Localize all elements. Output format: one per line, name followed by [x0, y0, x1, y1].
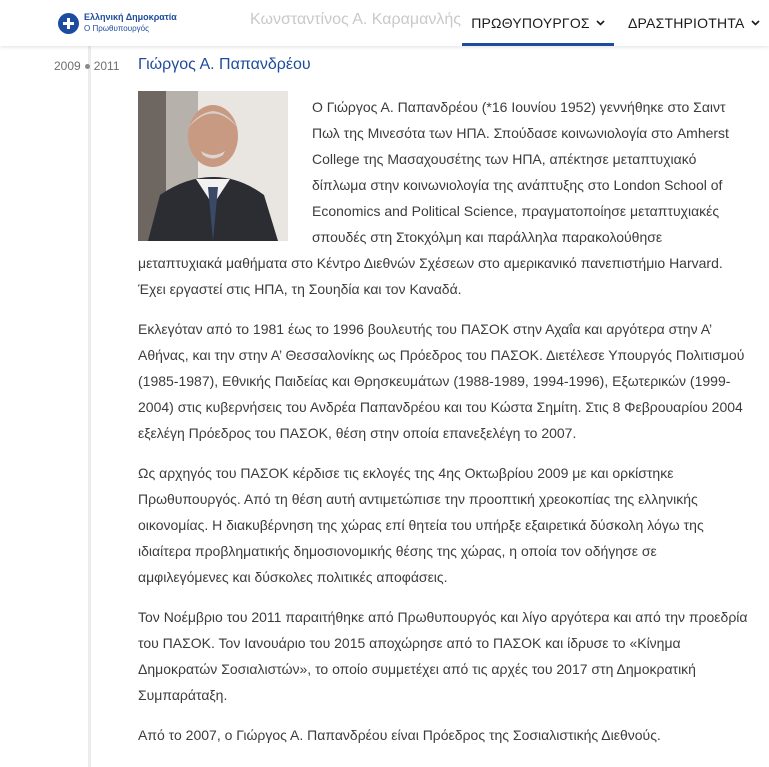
bio-paragraph: Τον Νοέμβριο του 2011 παραιτήθηκε από Πρωθυπουργός και λίγο αργότερα και από την προεδρία του ΠΑΣΟΚ. Τον Ιανουάριο του 2015 αποχώρησε από το ΠΑΣΟΚ και ίδρυσε το «Κίνημα Δημοκρατών Σοσιαλιστών», το οποίο συμμετέχει από τις αρχές του 2017 στη Δημοκρατική Συμπαράταξη.: [138, 609, 748, 703]
bio-paragraph: Ο Γιώργος Α. Παπανδρέου (*16 Ιουνίου 1952) γεννήθηκε στο Σαιντ Πωλ της Μινεσότα των ΗΠΑ. Σπούδασε κοινωνιολογία στο Amherst College της Μασαχουσέτης των ΗΠΑ, απέκτησε μεταπτυχιακό δίπλωμα στην κοινωνιολογία της ανάπτυξης στο London School of Economics and Political Science, πραγματοποίησε μεταπτυχιακές σπουδές στη Στοκχόλμη και παράλληλα παρακολούθησε μεταπτυχιακά μαθήματα στο Κέντρο Διεθνών Σχέσεων στο αμερικανικό πανεπιστήμιο Harvard. Έχει εργαστεί στις ΗΠΑ, τη Σουηδία και τον Καναδά.: [138, 99, 729, 297]
logo-line2: Ο Πρωθυπουργός: [84, 24, 149, 33]
nav-item-label: ΔΡΑΣΤΗΡΙΟΤΗΤΑ: [628, 15, 745, 31]
chevron-down-icon: [596, 17, 605, 29]
logo-line1: Ελληνική Δημοκρατία: [84, 12, 177, 22]
chevron-down-icon: [751, 17, 760, 29]
site-header: [0, 0, 769, 46]
term-years: [54, 59, 120, 73]
greek-emblem-icon: [58, 13, 79, 34]
bio-paragraph: Από το 2007, ο Γιώργος Α. Παπανδρέου είναι Πρόεδρος της Σοσιαλιστικής Διεθνούς.: [138, 727, 661, 743]
biography-text: [138, 94, 750, 762]
photo-spacer: [138, 94, 290, 244]
nav-item-prime-minister[interactable]: [462, 0, 614, 46]
logo-text: [84, 12, 177, 34]
nav-item-activity[interactable]: [628, 0, 760, 46]
timeline-line: [88, 46, 91, 767]
bio-paragraph: Ως αρχηγός του ΠΑΣΟΚ κέρδισε τις εκλογές της 4ης Οκτωβρίου 2009 με και ορκίστηκε Πρωθυπουργός. Από τη θέση αυτή αντιμετώπισε την προοπτική χρεοκοπίας της ελληνικής οικονομίας. Η διακυβέρνηση της χώρας επί θητεία του υπήρξε εξαιρετικά δύσκολη λόγω της ιδιαίτερα προβληματικής δημοσιονομικής θέσης της χώρας, η οποία τον οδήγησε σε αμφιλεγόμενες και δύσκολες πολιτικές αποφάσεις.: [138, 465, 704, 585]
prime-minister-name: Γιώργος Α. Παπανδρέου: [138, 56, 311, 73]
scrolled-previous-entry-name: Κωνσταντίνος Α. Καραμανλής: [250, 11, 461, 28]
timeline-dot: [85, 64, 90, 69]
term-start-year: 2009: [54, 59, 81, 73]
site-logo[interactable]: [58, 10, 177, 36]
bio-paragraph: Εκλεγόταν από το 1981 έως το 1996 βουλευτής του ΠΑΣΟΚ στην Αχαΐα και αργότερα στην Α’ Αθήνας, και την στην Α’ Θεσσαλονίκης ως Πρόεδρος του ΠΑΣΟΚ. Διετέλεσε Υπουργός Πολιτισμού (1985-1987), Εθνικής Παιδείας και Θρησκευμάτων (1988-1989, 1994-1996), Εξωτερικών (1999-2004) στις κυβερνήσεις του Ανδρέα Παπανδρέου και του Κώστα Σημίτη. Στις 8 Φεβρουαρίου 2004 εξελέγη Πρόεδρος του ΠΑΣΟΚ, θέση στην οποία επανεξελέγη το 2007.: [138, 321, 745, 441]
term-end-year: 2011: [93, 59, 120, 73]
nav-item-label: ΠΡΩΘΥΠΟΥΡΓΟΣ: [471, 15, 590, 31]
